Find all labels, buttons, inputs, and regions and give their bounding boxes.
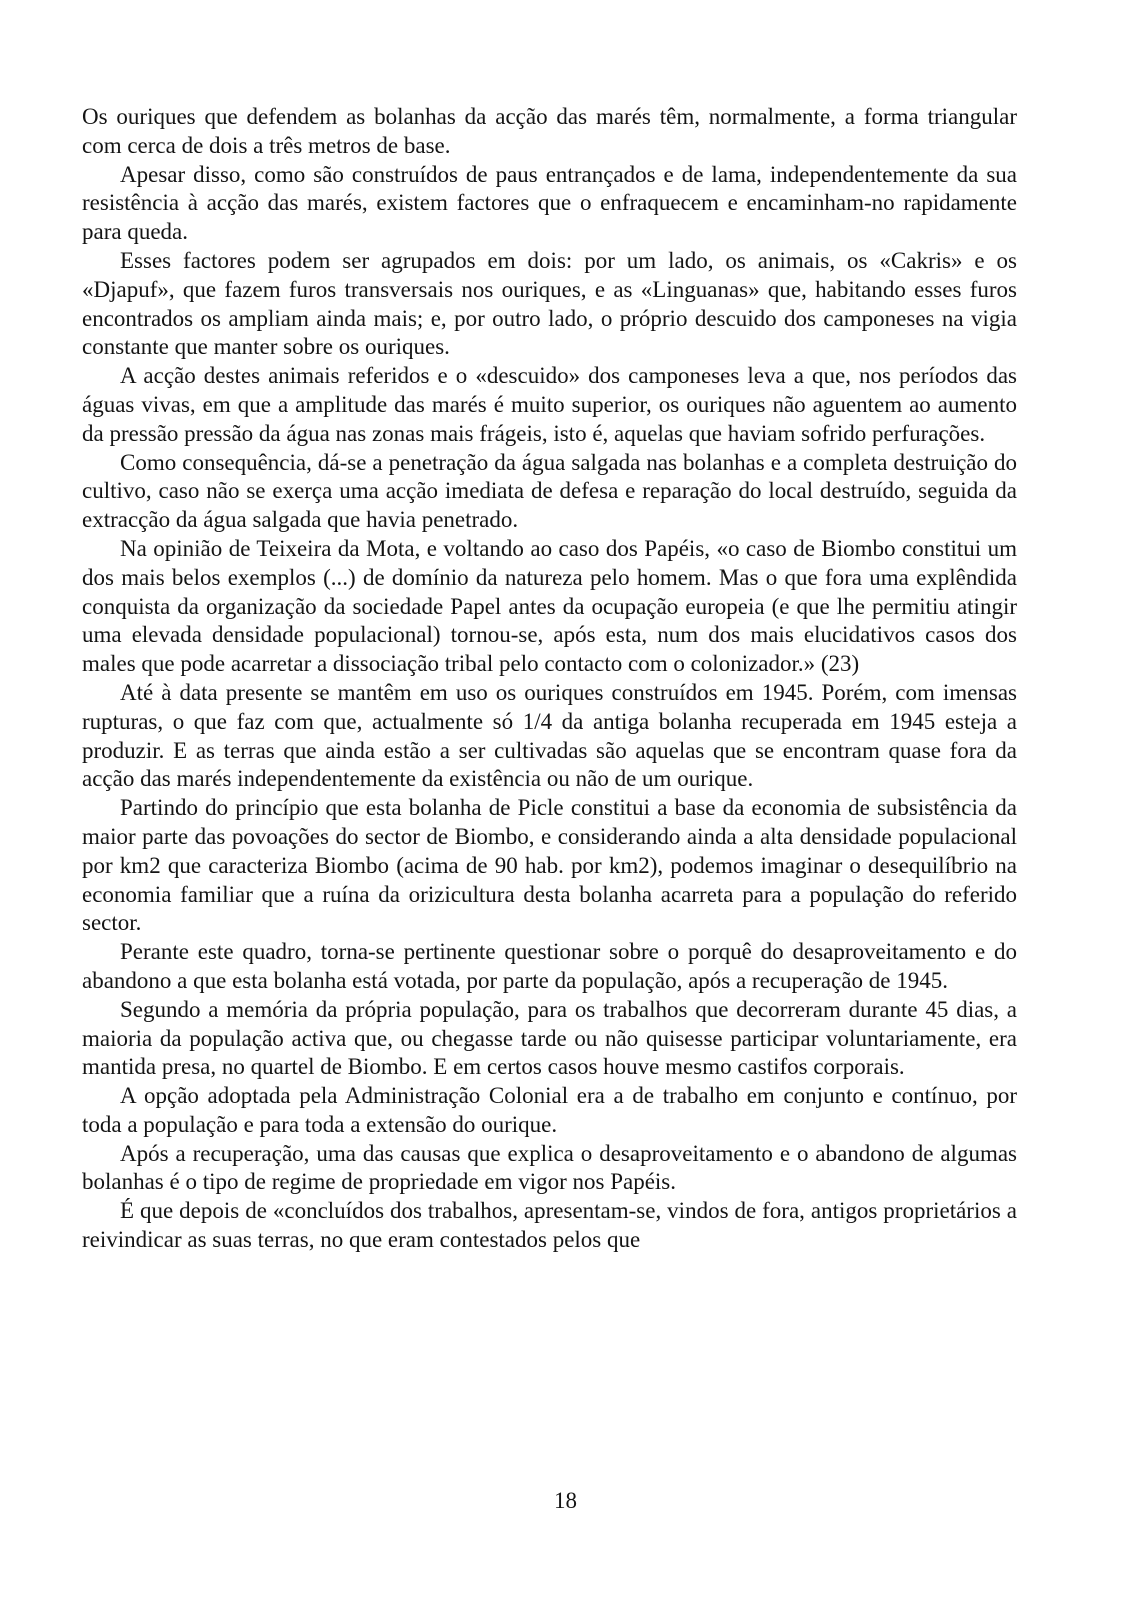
paragraph-8: Partindo do princípio que esta bolanha de Picle constitui a base da economia de subsistência da maior parte das povoações do sector de Biombo, e considerando ainda a alta densidade populacional por km2 que caracteriza Biombo (acima de 90 hab. por km2), podemos imaginar o desequilíbrio na economia familiar que a ruína da orizicultura desta bolanha acarreta para a população do referido sector. <box>82 795 1017 936</box>
paragraph-3: Esses factores podem ser agrupados em dois: por um lado, os animais, os «Cakris» e os «Djapuf», que fazem furos transversais nos ouriques, e as «Linguanas» que, habitando esses furos encontrados os ampliam ainda mais; e, por outro lado, o próprio descuido dos camponeses na vigia constante que manter sobre os ouriques. <box>82 247 1017 360</box>
paragraph-9: Perante este quadro, torna-se pertinente questionar sobre o porquê do desaproveitamento e do abandono a que esta bolanha está votada, por parte da população, após a recuperação de 1945. <box>82 939 1017 993</box>
paragraph-10: Segundo a memória da própria população, para os trabalhos que decorreram durante 45 dias, a maioria da população activa que, ou chegasse tarde ou não quisesse participar voluntariamente, era mantida presa, no quartel de Biombo. E em certos casos houve mesmo castifos corporais. <box>82 996 1017 1080</box>
paragraph-7: Até à data presente se mantêm em uso os ouriques construídos em 1945. Porém, com imensas rupturas, o que faz com que, actualmente só 1/4 da antiga bolanha recuperada em 1945 esteja a produzir. E as terras que ainda estão a ser cultivadas são aquelas que se encontram quase fora da acção das marés independentemente da existência ou não de um ourique. <box>82 679 1017 792</box>
paragraph-4: A acção destes animais referidos e o «descuido» dos camponeses leva a que, nos períodos das águas vivas, em que a amplitude das marés é muito superior, os ouriques não aguentem ao aumento da pressão pressão da água nas zonas mais frágeis, isto é, aquelas que haviam sofrido perfurações. <box>82 363 1017 446</box>
paragraph-2: Apesar disso, como são construídos de paus entrançados e de lama, independentemente da sua resistência à acção das marés, existem factores que o enfraquecem e encaminham-no rapidamente para queda. <box>82 161 1017 245</box>
page-number: 18 <box>554 1488 577 1513</box>
paragraph-5: Como consequência, dá-se a penetração da água salgada nas bolanhas e a completa destruição do cultivo, caso não se exerça uma acção imediata de defesa e reparação do local destruído, seguida da extracção da água salgada que havia penetrado. <box>82 449 1017 533</box>
paragraph-6: Na opinião de Teixeira da Mota, e voltando ao caso dos Papéis, «o caso de Biombo constitui um dos mais belos exemplos (...) de domínio da natureza pelo homem. Mas o que fora uma explêndida conquista da organização da sociedade Papel antes da ocupação europeia (e que lhe permitiu atingir uma elevada densidade populacional) tornou-se, após esta, num dos mais elucidativos casos dos males que pode acarretar a dissociação tribal pelo contacto com o colonizador.» (23) <box>82 535 1017 677</box>
paragraph-13: É que depois de «concluídos dos trabalhos, apresentam-se, vindos de fora, antigos proprietários a reivindicar as suas terras, no que eram contestados pelos que <box>82 1198 1017 1253</box>
paragraph-1: Os ouriques que defendem as bolanhas da acção das marés têm, normalmente, a forma triangular com cerca de dois a três metros de base. <box>82 104 1017 158</box>
paragraph-11: A opção adoptada pela Administração Colonial era a de trabalho em conjunto e contínuo, por toda a população e para toda a extensão do ourique. <box>82 1083 1017 1137</box>
body-text <box>82 103 1017 1255</box>
paragraph-12: Após a recuperação, uma das causas que explica o desaproveitamento e o abandono de algumas bolanhas é o tipo de regime de propriedade em vigor nos Papéis. <box>82 1140 1017 1195</box>
